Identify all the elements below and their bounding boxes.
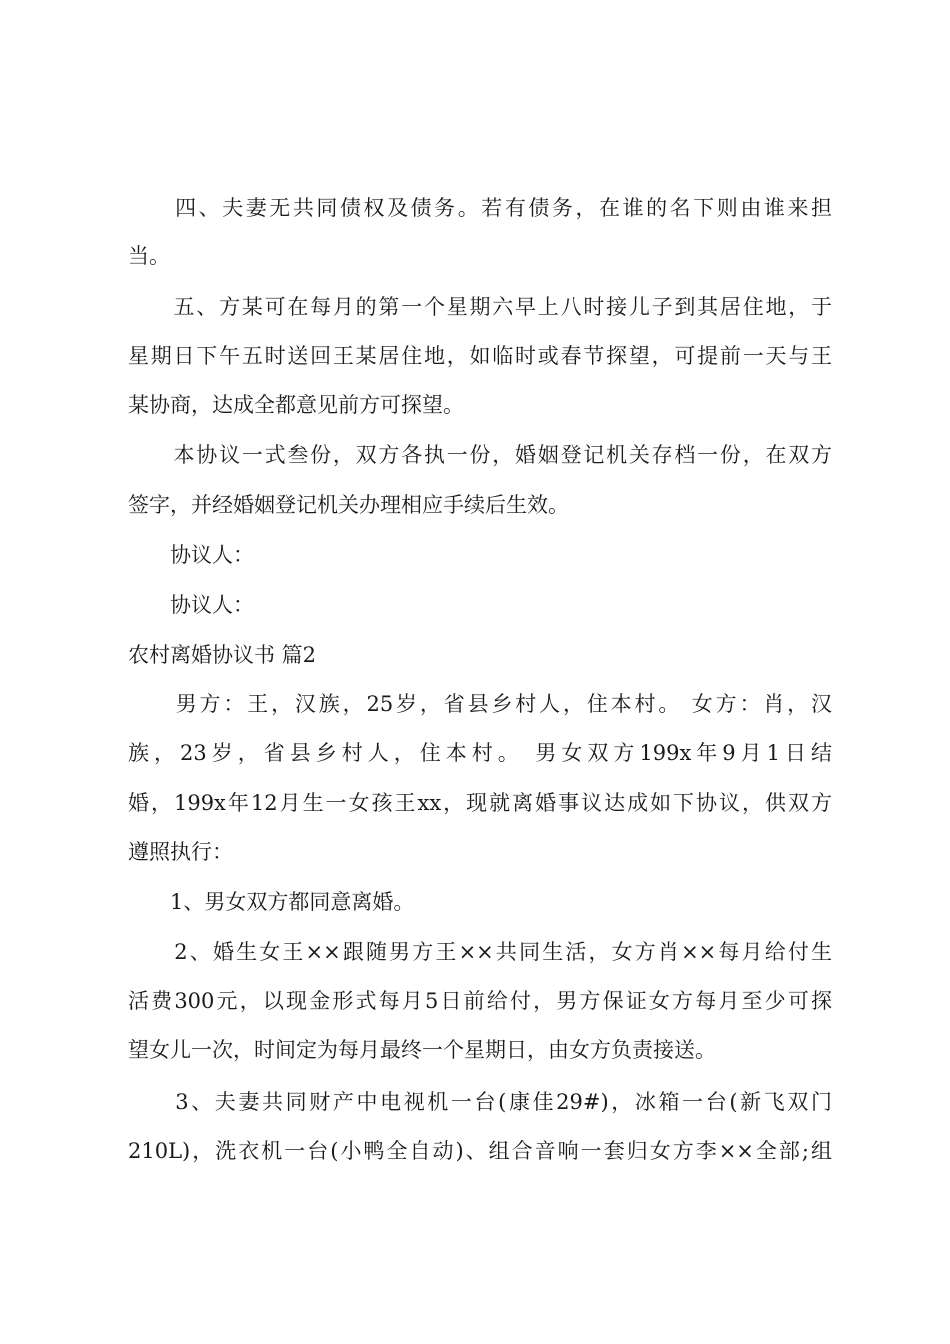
signatory-line-1: 协议人： xyxy=(128,543,254,567)
paragraph-5-line-1: 五、方某可在每月的第一个星期六早上八时接儿子到其居住地，于 xyxy=(128,295,832,319)
clause-1-line-1: 1、男女双方都同意离婚。 xyxy=(128,890,415,914)
paragraph-4-line-2: 当。 xyxy=(128,244,170,268)
parties-paragraph-line-3: 婚，199x年12月生一女孩王xx，现就离婚事议达成如下协议，供双方 xyxy=(128,791,832,815)
section-title: 农村离婚协议书 篇2 xyxy=(128,643,317,667)
clause-2-line-1: 2、婚生女王××跟随男方王××共同生活，女方肖××每月给付生 xyxy=(128,940,832,964)
copies-paragraph-line-1: 本协议一式叁份，双方各执一份，婚姻登记机关存档一份，在双方 xyxy=(128,443,832,467)
paragraph-5-line-2: 星期日下午五时送回王某居住地，如临时或春节探望，可提前一天与王 xyxy=(128,344,832,368)
copies-paragraph-line-2: 签字，并经婚姻登记机关办理相应手续后生效。 xyxy=(128,493,569,517)
parties-paragraph-line-1: 男方：王，汉族，25岁，省县乡村人，住本村。 女方：肖，汉 xyxy=(128,692,832,716)
clause-3-line-2: 210L)，洗衣机一台(小鸭全自动)、组合音响一套归女方李××全部;组 xyxy=(128,1139,832,1163)
clause-2-line-2: 活费300元，以现金形式每月5日前给付，男方保证女方每月至少可探 xyxy=(128,989,832,1013)
parties-paragraph-line-4: 遵照执行： xyxy=(128,840,233,864)
paragraph-5-line-3: 某协商，达成全都意见前方可探望。 xyxy=(128,393,464,417)
parties-paragraph-line-2: 族，23岁，省县乡村人，住本村。 男女双方199x年9月1日结 xyxy=(128,741,832,765)
signatory-line-2: 协议人： xyxy=(128,593,254,617)
clause-2-line-3: 望女儿一次，时间定为每月最终一个星期日，由女方负责接送。 xyxy=(128,1038,716,1062)
paragraph-4-line-1: 四、夫妻无共同债权及债务。若有债务，在谁的名下则由谁来担 xyxy=(128,196,832,220)
clause-3-line-1: 3、夫妻共同财产中电视机一台(康佳29#)，冰箱一台(新飞双门 xyxy=(128,1090,832,1114)
